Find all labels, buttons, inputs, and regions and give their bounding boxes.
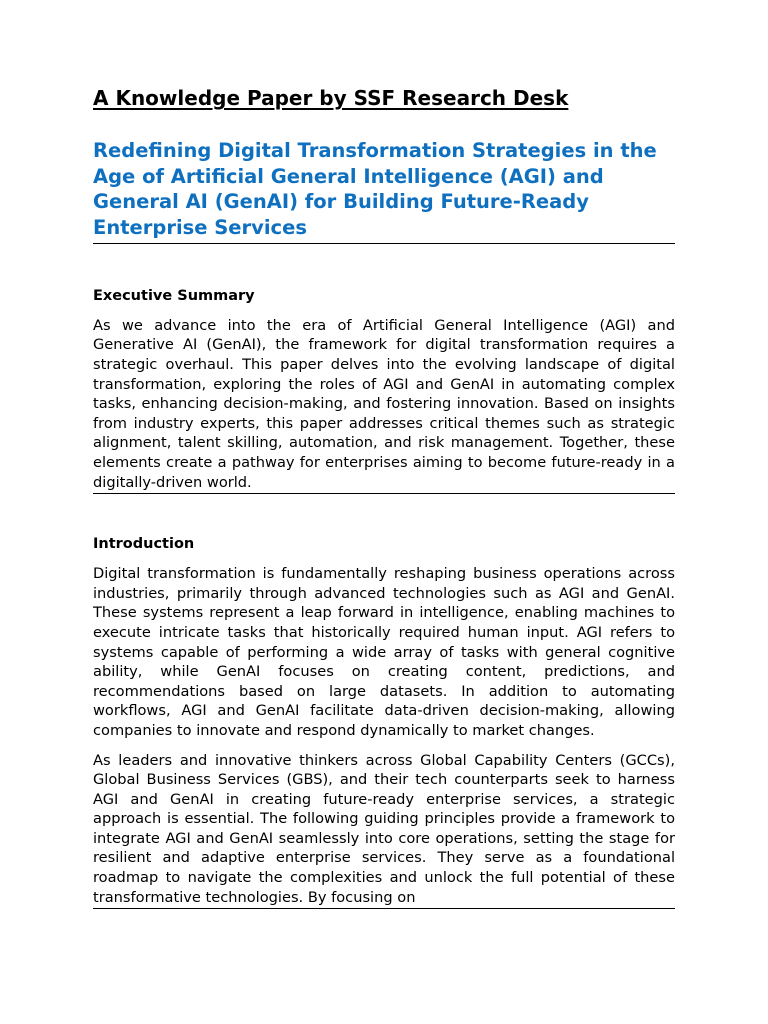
executive-summary-paragraph: As we advance into the era of Artificial General Intelligence (AGI) and Generative AI (GenAI), the framework for digital transformation requires a strategic overhaul. This paper delves into the evolving landscape of digital transformation, exploring the roles of AGI and GenAI in automating complex tasks, enhancing decision-making, and fostering innovation. Based on insights from industry experts, this paper addresses critical themes such as strategic alignment, talent skilling, automation, and risk management. Together, these elements create a pathway for enterprises aiming to become future-ready in a digitally-driven world. xyxy=(93,316,675,494)
executive-summary-heading: Executive Summary xyxy=(93,287,255,304)
introduction-paragraph-1: Digital transformation is fundamentally reshaping business operations across industries, primarily through advanced technologies such as AGI and GenAI. These systems represent a leap forward in intelligence, enabling machines to execute intricate tasks that historically required human input. AGI refers to systems capable of performing a wide array of tasks with general cognitive ability, while GenAI focuses on creating content, predictions, and recommendations based on large datasets. In addition to automating workflows, AGI and GenAI facilitate data-driven decision-making, allowing companies to innovate and respond dynamically to market changes. xyxy=(93,565,675,739)
introduction-paragraph-2: As leaders and innovative thinkers across Global Capability Centers (GCCs), Global Business Services (GBS), and their tech counterparts seek to harness AGI and GenAI in creating future-ready enterprise services, a strategic approach is essential. The following guiding principles provide a framework to integrate AGI and GenAI seamlessly into core operations, setting the stage for resilient and adaptive enterprise services. They serve as a foundational roadmap to navigate the complexities and unlock the full potential of these transformative technologies. By focusing on xyxy=(93,751,675,910)
knowledge-paper-title: A Knowledge Paper by SSF Research Desk xyxy=(93,86,569,110)
introduction-heading: Introduction xyxy=(93,536,195,553)
document-title: Redefining Digital Transformation Strategies in the Age of Artificial General Intelligence (AGI) and General AI (GenAI) for Building Future-Ready Enterprise Services xyxy=(93,138,675,244)
document-page xyxy=(93,84,675,909)
